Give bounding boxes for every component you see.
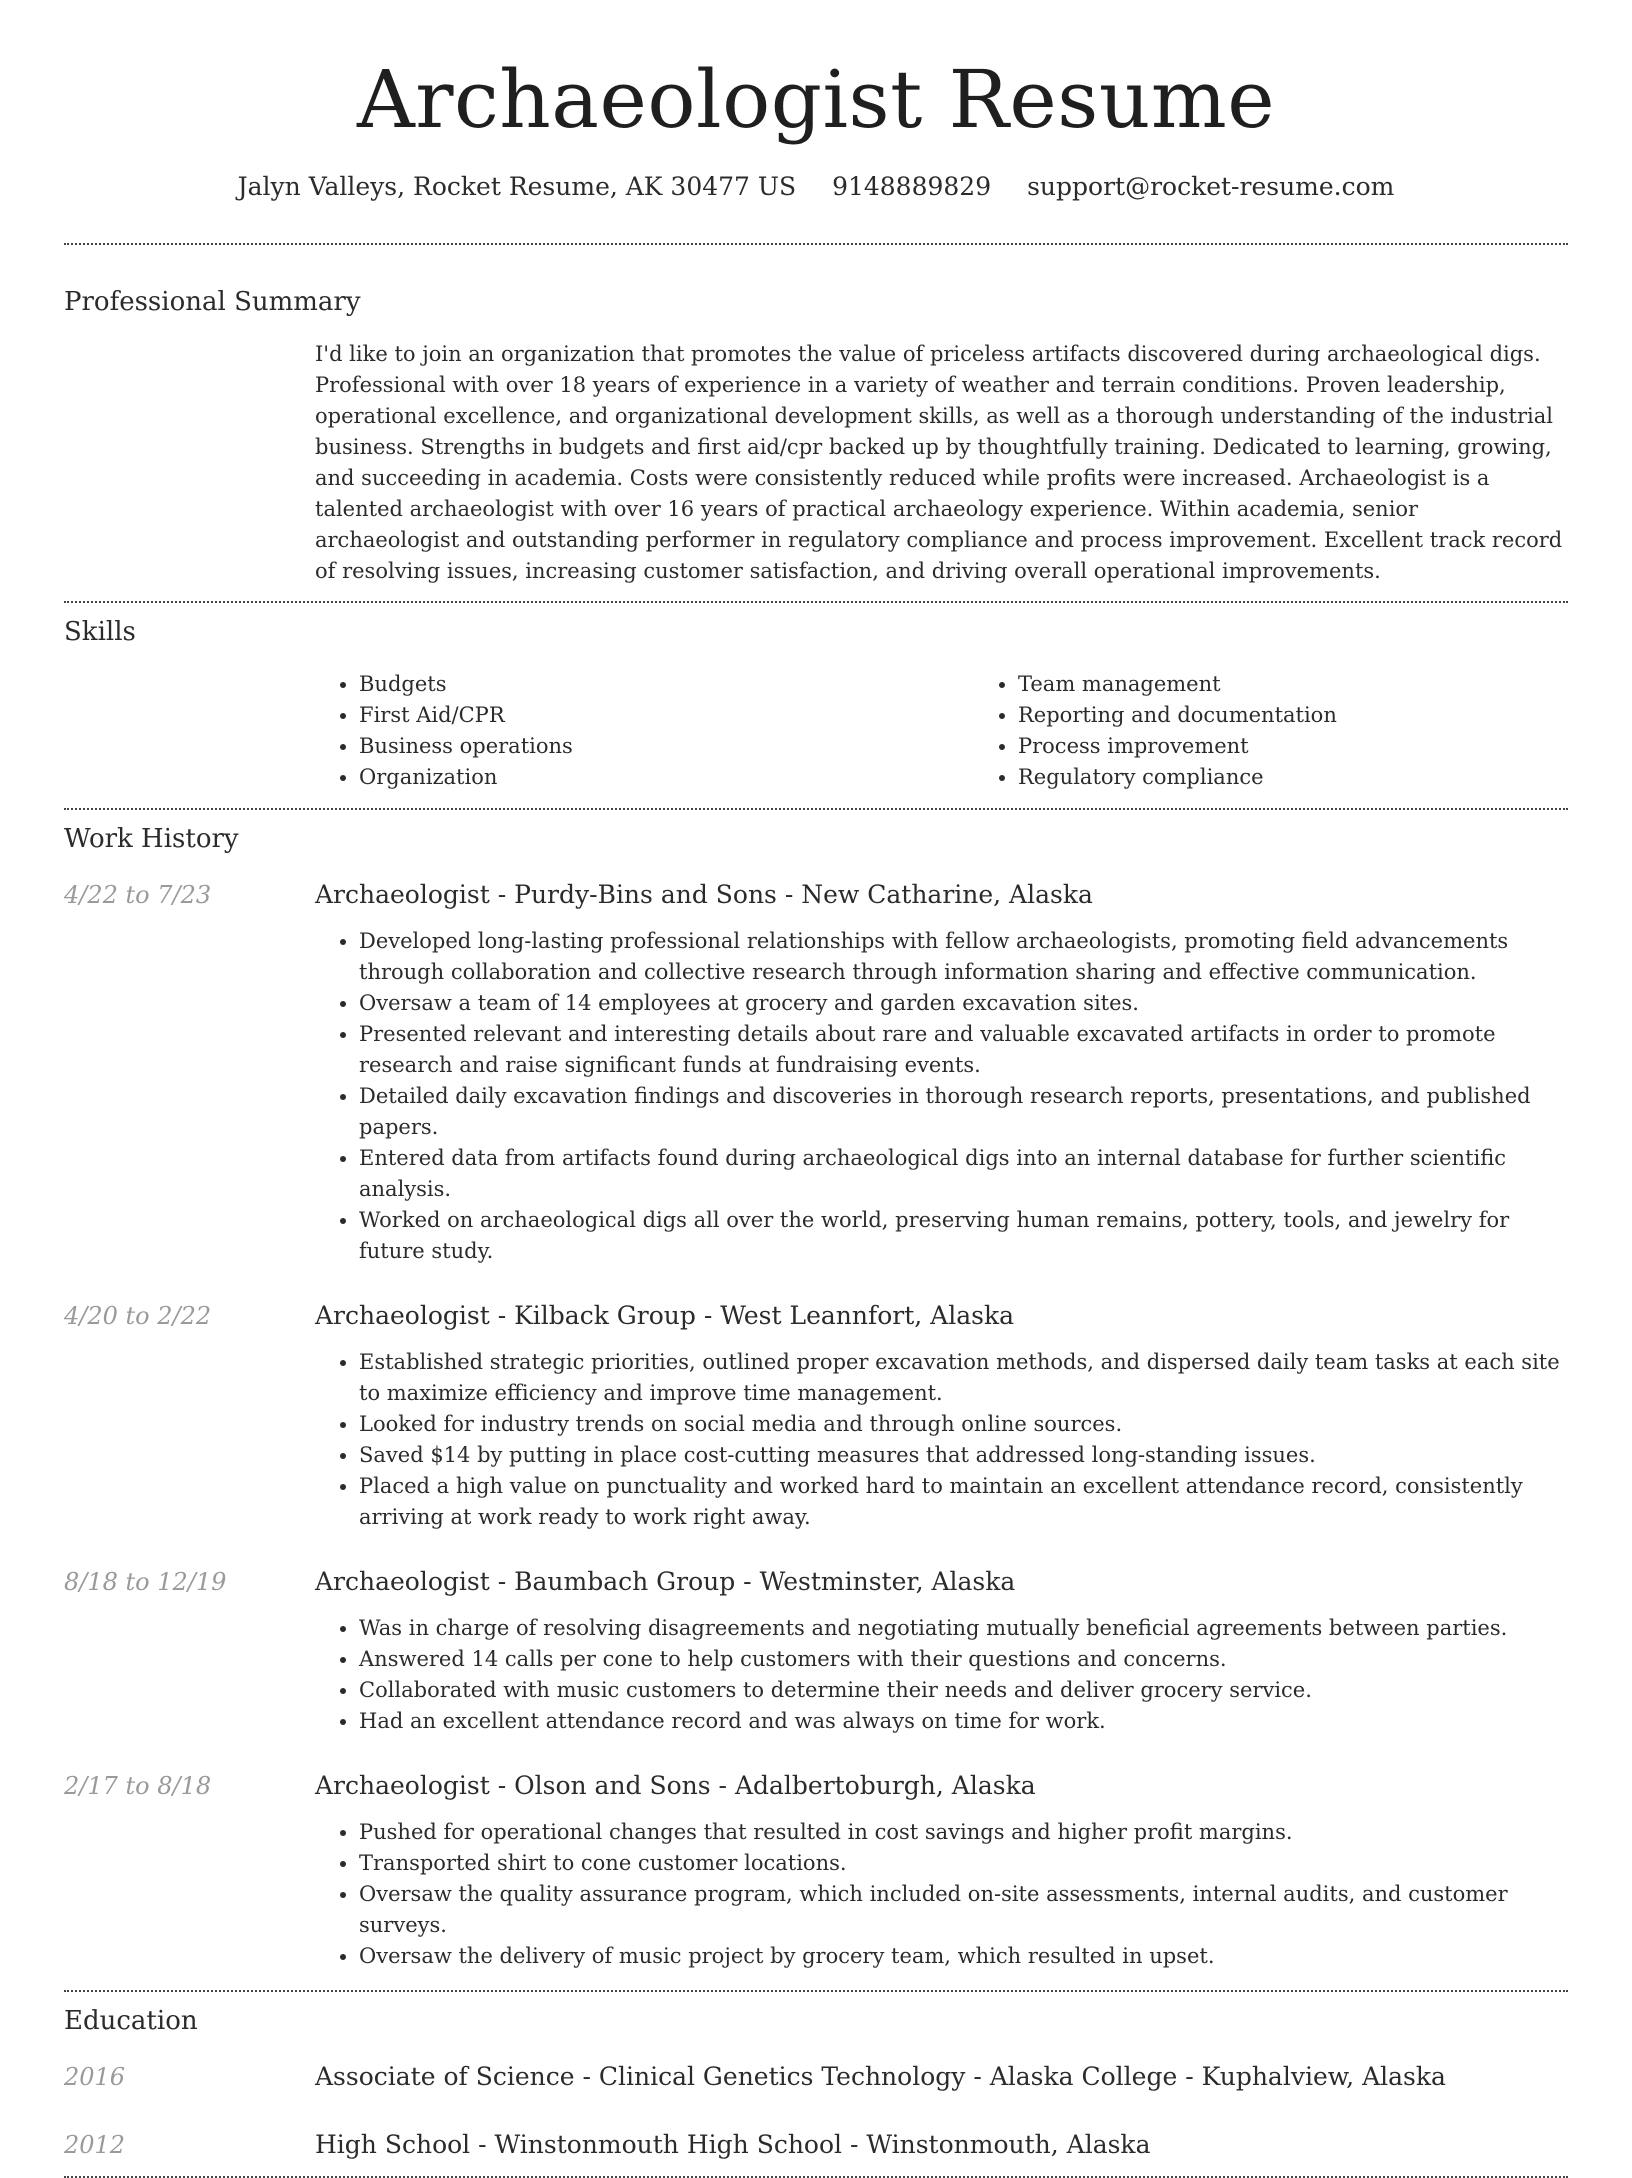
- skill-item: • Reporting and documentation: [1018, 700, 1632, 731]
- work-heading: Work History: [64, 824, 239, 854]
- contact-address: Jalyn Valleys, Rocket Resume, AK 30477 US: [237, 172, 797, 201]
- contact-email: support@rocket-resume.com: [1027, 172, 1395, 201]
- job-entry: [64, 1299, 1568, 1533]
- education-degree: High School - Winstonmouth High School - Winstonmouth, Alaska: [315, 2130, 1151, 2159]
- divider: [64, 1990, 1568, 1992]
- education-year: 2012: [64, 2131, 126, 2159]
- skill-item: • Organization: [359, 762, 974, 793]
- job-dates: 2/17 to 8/18: [64, 1772, 212, 1800]
- contact-info: [64, 170, 1568, 204]
- skills-column-right: [974, 669, 1632, 793]
- list-item: • Developed long-lasting professional relationships with fellow archaeologists, promoting field advancements through collaboration and collective research through information sharing and effective communication.: [359, 926, 1568, 988]
- education-heading: Education: [64, 2006, 198, 2036]
- list-item: • Entered data from artifacts found during archaeological digs into an internal database for further scientific analysis.: [359, 1143, 1568, 1205]
- job-entry: [64, 878, 1568, 1267]
- job-title: Archaeologist - Baumbach Group - Westminster, Alaska: [315, 1567, 1016, 1596]
- job-entry: [64, 1565, 1568, 1737]
- resume-title: Archaeologist Resume: [356, 53, 1276, 146]
- list-item: • Oversaw the delivery of music project by grocery team, which resulted in upset.: [359, 1941, 1568, 1972]
- list-item: • Saved $14 by putting in place cost-cutting measures that addressed long-standing issues.: [359, 1440, 1568, 1471]
- job-title: Archaeologist - Purdy-Bins and Sons - New Catharine, Alaska: [315, 880, 1093, 909]
- job-title: Archaeologist - Olson and Sons - Adalbertoburgh, Alaska: [315, 1771, 1036, 1800]
- education-entry: [64, 2128, 1568, 2162]
- skill-item: • Business operations: [359, 731, 974, 762]
- list-item: • Placed a high value on punctuality and worked hard to maintain an excellent attendance record, consistently arriving at work ready to work right away.: [359, 1471, 1568, 1533]
- skills-list: [315, 669, 1568, 793]
- list-item: • Presented relevant and interesting details about rare and valuable excavated artifacts in order to promote research and raise significant funds at fundraising events.: [359, 1019, 1568, 1081]
- skill-item: • First Aid/CPR: [359, 700, 974, 731]
- list-item: • Looked for industry trends on social media and through online sources.: [359, 1409, 1568, 1440]
- job-dates: 4/22 to 7/23: [64, 881, 212, 909]
- job-bullets: [315, 1613, 1568, 1737]
- list-item: • Oversaw the quality assurance program, which included on-site assessments, internal audits, and customer surveys.: [359, 1879, 1568, 1941]
- education-year: 2016: [64, 2063, 126, 2091]
- skills-heading: Skills: [64, 617, 136, 647]
- list-item: • Answered 14 calls per cone to help customers with their questions and concerns.: [359, 1644, 1568, 1675]
- divider: [64, 808, 1568, 810]
- list-item: • Transported shirt to cone customer locations.: [359, 1848, 1568, 1879]
- job-dates: 8/18 to 12/19: [64, 1568, 227, 1596]
- job-bullets: [315, 1817, 1568, 1972]
- divider: [64, 601, 1568, 603]
- job-dates: 4/20 to 2/22: [64, 1302, 212, 1330]
- education-degree: Associate of Science - Clinical Genetics Technology - Alaska College - Kuphalview, Alaska: [315, 2062, 1446, 2091]
- list-item: • Detailed daily excavation findings and discoveries in thorough research reports, presentations, and published papers.: [359, 1081, 1568, 1143]
- job-title: Archaeologist - Kilback Group - West Leannfort, Alaska: [315, 1301, 1015, 1330]
- contact-phone: 9148889829: [832, 172, 992, 201]
- list-item: • Collaborated with music customers to determine their needs and deliver grocery service.: [359, 1675, 1568, 1706]
- skill-item: • Budgets: [359, 669, 974, 700]
- skills-column-left: [315, 669, 974, 793]
- job-bullets: [315, 1347, 1568, 1533]
- divider: [64, 243, 1568, 245]
- education-entry: [64, 2060, 1568, 2094]
- list-item: • Worked on archaeological digs all over the world, preserving human remains, pottery, tools, and jewelry for future study.: [359, 1205, 1568, 1267]
- job-bullets: [315, 926, 1568, 1267]
- list-item: • Oversaw a team of 14 employees at grocery and garden excavation sites.: [359, 988, 1568, 1019]
- skill-item: • Process improvement: [1018, 731, 1632, 762]
- list-item: • Had an excellent attendance record and was always on time for work.: [359, 1706, 1568, 1737]
- job-entry: [64, 1769, 1568, 1972]
- list-item: • Pushed for operational changes that resulted in cost savings and higher profit margins.: [359, 1817, 1568, 1848]
- list-item: • Established strategic priorities, outlined proper excavation methods, and dispersed daily team tasks at each site to maximize efficiency and improve time management.: [359, 1347, 1568, 1409]
- skill-item: • Team management: [1018, 669, 1632, 700]
- list-item: • Was in charge of resolving disagreements and negotiating mutually beneficial agreements between parties.: [359, 1613, 1568, 1644]
- summary-heading: Professional Summary: [64, 287, 361, 317]
- summary-text: I'd like to join an organization that promotes the value of priceless artifacts discovered during archaeological digs. Professional with over 18 years of experience in a variety of weather and terrain conditions. Proven leadership, operational excellence, and organizational development skills, as well as a thorough understanding of the industrial business. Strengths in budgets and first aid/cpr backed up by thoughtfully training. Dedicated to learning, growing, and succeeding in academia. Costs were consistently reduced while profits were increased. Archaeologist is a talented archaeologist with over 16 years of practical archaeology experience. Within academia, senior archaeologist and outstanding performer in regulatory compliance and process improvement. Excellent track record of resolving issues, increasing customer satisfaction, and driving overall operational improvements.: [315, 342, 1563, 583]
- skill-item: • Regulatory compliance: [1018, 762, 1632, 793]
